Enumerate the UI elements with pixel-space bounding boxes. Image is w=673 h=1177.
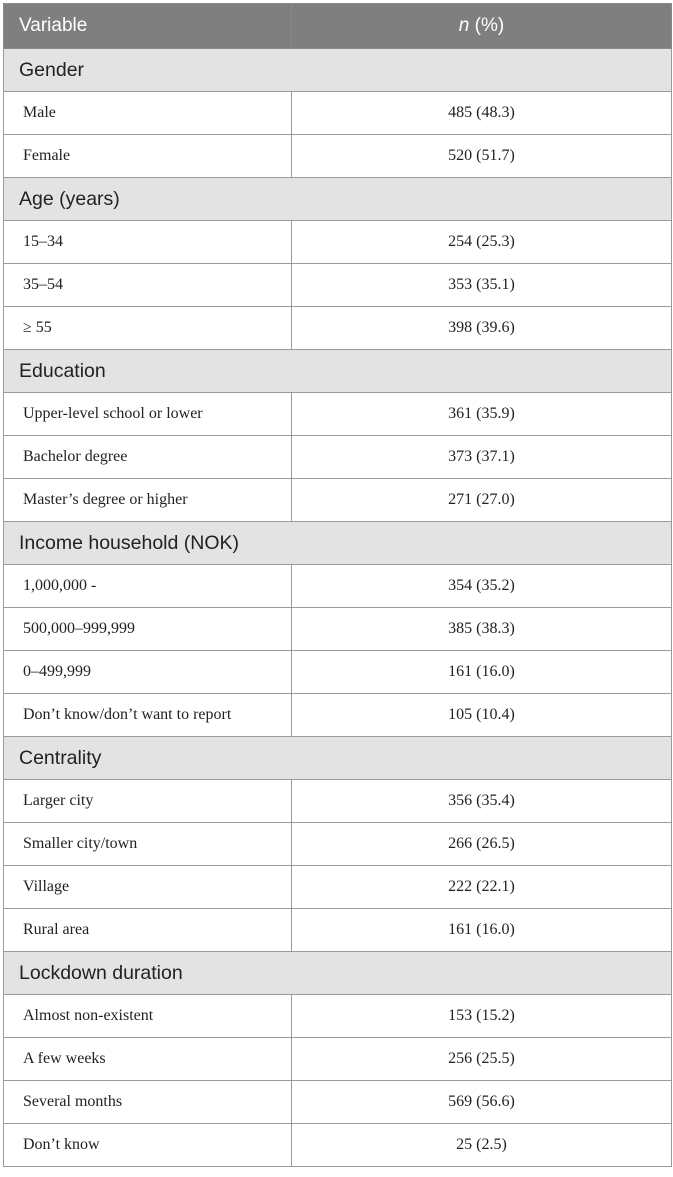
section-row-centrality — [4, 737, 672, 780]
row-value: 222 (22.1) — [292, 866, 672, 909]
table-row — [4, 92, 672, 135]
section-row-income — [4, 522, 672, 565]
row-value: 254 (25.3) — [292, 221, 672, 264]
row-value: 353 (35.1) — [292, 264, 672, 307]
table-row — [4, 694, 672, 737]
row-label: Several months — [4, 1081, 292, 1124]
header-n: n — [458, 15, 470, 36]
row-label: Don’t know/don’t want to report — [4, 694, 292, 737]
row-value: 361 (35.9) — [292, 393, 672, 436]
row-label: 35–54 — [4, 264, 292, 307]
row-value: 161 (16.0) — [292, 909, 672, 952]
row-label: Female — [4, 135, 292, 178]
table-row — [4, 393, 672, 436]
table-row — [4, 479, 672, 522]
row-value: 161 (16.0) — [292, 651, 672, 694]
row-label: 15–34 — [4, 221, 292, 264]
row-value: 354 (35.2) — [292, 565, 672, 608]
table-row — [4, 1124, 672, 1167]
section-row-age — [4, 178, 672, 221]
section-title: Lockdown duration — [4, 952, 672, 995]
row-value: 105 (10.4) — [292, 694, 672, 737]
row-value: 153 (15.2) — [292, 995, 672, 1038]
section-title: Education — [4, 350, 672, 393]
row-label: Village — [4, 866, 292, 909]
table-row — [4, 565, 672, 608]
table-row — [4, 651, 672, 694]
row-label: 500,000–999,999 — [4, 608, 292, 651]
header-variable: Variable — [4, 4, 292, 49]
row-value: 569 (56.6) — [292, 1081, 672, 1124]
row-label: Almost non-existent — [4, 995, 292, 1038]
row-label: Male — [4, 92, 292, 135]
row-value: 485 (48.3) — [292, 92, 672, 135]
table-row — [4, 995, 672, 1038]
section-row-gender — [4, 49, 672, 92]
row-label: Bachelor degree — [4, 436, 292, 479]
header-percent: (%) — [469, 15, 505, 36]
row-value: 520 (51.7) — [292, 135, 672, 178]
row-value: 398 (39.6) — [292, 307, 672, 350]
row-value: 373 (37.1) — [292, 436, 672, 479]
header-row — [4, 4, 672, 49]
table-row — [4, 866, 672, 909]
row-value: 271 (27.0) — [292, 479, 672, 522]
row-label: Master’s degree or higher — [4, 479, 292, 522]
row-label: 1,000,000 - — [4, 565, 292, 608]
table-row — [4, 264, 672, 307]
section-row-lockdown — [4, 952, 672, 995]
table-row — [4, 1038, 672, 1081]
section-row-education — [4, 350, 672, 393]
row-value: 356 (35.4) — [292, 780, 672, 823]
row-label: Larger city — [4, 780, 292, 823]
row-label: Upper-level school or lower — [4, 393, 292, 436]
row-label: A few weeks — [4, 1038, 292, 1081]
row-label: Don’t know — [4, 1124, 292, 1167]
table-row — [4, 135, 672, 178]
table-row — [4, 909, 672, 952]
table-row — [4, 1081, 672, 1124]
row-value: 385 (38.3) — [292, 608, 672, 651]
table-row — [4, 780, 672, 823]
demographics-table — [3, 3, 672, 1167]
section-title: Age (years) — [4, 178, 672, 221]
row-label: Rural area — [4, 909, 292, 952]
row-value: 266 (26.5) — [292, 823, 672, 866]
table-row — [4, 608, 672, 651]
table-row — [4, 221, 672, 264]
section-title: Income household (NOK) — [4, 522, 672, 565]
row-label: ≥ 55 — [4, 307, 292, 350]
header-n-percent — [292, 4, 672, 49]
section-title: Centrality — [4, 737, 672, 780]
table-row — [4, 436, 672, 479]
table-row — [4, 307, 672, 350]
row-value: 25 (2.5) — [292, 1124, 672, 1167]
row-label: 0–499,999 — [4, 651, 292, 694]
table-row — [4, 823, 672, 866]
section-title: Gender — [4, 49, 672, 92]
row-label: Smaller city/town — [4, 823, 292, 866]
row-value: 256 (25.5) — [292, 1038, 672, 1081]
